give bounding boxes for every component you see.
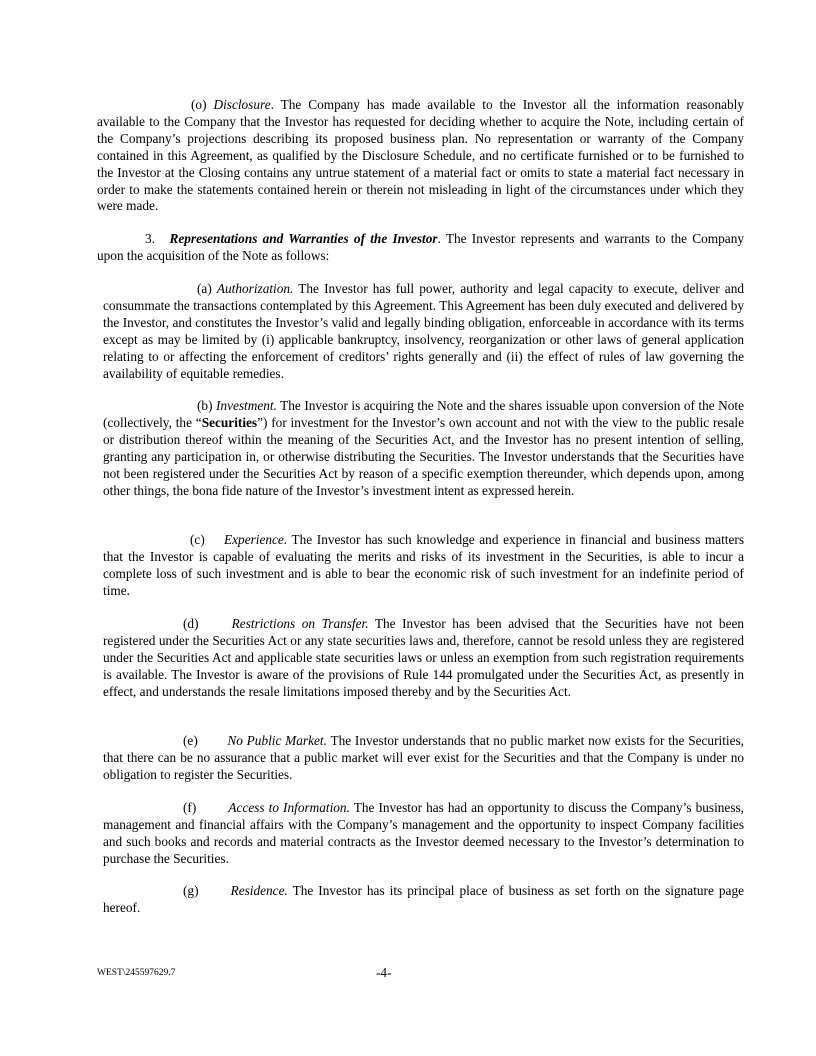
paragraph-b-body-pre: The Investor is acquiring the Note and the shares issuable upon conversion of the Note (collectively, the “	[103, 398, 744, 430]
paragraph-e-no-public-market	[103, 733, 744, 784]
securities-defined-term: Securities	[201, 414, 258, 430]
paragraph-e-number: (e)	[183, 733, 198, 748]
paragraph-o-heading: Disclosure	[213, 97, 271, 112]
paragraph-g-body: The Investor has its principal place of business as set forth on the signature page hereof.	[103, 883, 744, 915]
paragraph-c-number: (c)	[190, 532, 205, 547]
page-number: -4-	[376, 965, 392, 980]
paragraph-f-number: (f)	[183, 800, 197, 815]
paragraph-f-body: The Investor has had an opportunity to discuss the Company’s business, management and financial affairs with the Company’s management and the opportunity to inspect Company facilities and such books and records and material contracts as the Investor deemed necessary to the Investor’s determination to purchase the Securities.	[103, 800, 744, 866]
paragraph-a-authorization	[103, 281, 744, 382]
paragraph-a-body: The Investor has full power, authority and legal capacity to execute, deliver and consummate the transactions contemplated by this Agreement. This Agreement has been duly executed and delivered by the Investor, and constitutes the Investor’s valid and legally binding obligation, enforceable in accordance with its terms except as may be limited by (i) applicable bankruptcy, insolvency, reorganization or other laws of general application relating to or affecting the enforcement of creditors’ rights generally and (ii) the effect of rules of law governing the availability of equitable remedies.	[103, 281, 744, 381]
paragraph-o-body: . The Company has made available to the Investor all the information reasonably available to the Company that the Investor has requested for deciding whether to acquire the Note, including certain of the Company’s projections describing its proposed business plan. No representation or warranty of the Company contained in this Agreement, as qualified by the Disclosure Schedule, and no certificate furnished or to be furnished to the Investor at the Closing contains any untrue statement of a material fact or omits to state a material fact necessary in order to make the statements contained herein or therein not misleading in light of the circumstances under which they were made.	[97, 97, 744, 214]
paragraph-d-number: (d)	[183, 616, 199, 631]
paragraph-d-heading: Restrictions on Transfer.	[231, 616, 369, 631]
footer-document-id: WEST\245597629.7	[97, 968, 176, 978]
paragraph-c-experience	[103, 532, 744, 600]
section-3-body: . The Investor represents and warrants to the Company upon the acquisition of the Note as follows:	[97, 231, 744, 263]
paragraph-a-number: (a)	[197, 281, 212, 296]
section-3-number: 3.	[145, 231, 155, 246]
paragraph-d-restrictions	[103, 616, 744, 701]
paragraph-g-number: (g)	[183, 883, 199, 898]
paragraph-g-residence	[103, 883, 744, 917]
paragraph-d-body: The Investor has been advised that the Securities have not been registered under the Securities Act or any state securities laws and, therefore, cannot be resold unless they are registered under the Securities Act and applicable state securities laws or unless an exemption from such registration requirements is available. The Investor is aware of the provisions of Rule 144 promulgated under the Securities Act, as presently in effect, and understands the resale limitations imposed thereby and by the Securities Act.	[103, 616, 745, 699]
paragraph-b-body-post: ”) for investment for the Investor’s own account and not with the view to the public resale or distribution thereof within the meaning of the Securities Act, and the Investor has no present intention of selling, granting any participation in, or otherwise distributing the Securities. The Investor understands that the Securities have not been registered under the Securities Act by reason of a specific exemption thereunder, which depends upon, among other things, the bona fide nature of the Investor’s investment intent as expressed herein.	[103, 414, 744, 498]
paragraph-o-number: (o)	[191, 97, 207, 112]
paragraph-e-heading: No Public Market.	[227, 733, 327, 748]
section-3-heading: Representations and Warranties of the Investor	[169, 231, 438, 246]
paragraph-b-heading: Investment.	[216, 398, 277, 413]
paragraph-b-investment	[103, 398, 744, 499]
paragraph-c-heading: Experience.	[224, 532, 288, 547]
paragraph-b-number: (b)	[197, 398, 213, 413]
paragraph-e-body: The Investor understands that no public market now exists for the Securities, that there can be no assurance that a public market will ever exist for the Securities and that the Company is under no obligation to register the Securities.	[103, 733, 744, 782]
paragraph-o-disclosure	[97, 97, 744, 215]
paragraph-f-access	[103, 800, 744, 868]
section-3-paragraph	[97, 231, 744, 265]
paragraph-g-heading: Residence.	[230, 883, 288, 898]
paragraph-c-body: The Investor has such knowledge and experience in financial and business matters that the Investor is capable of evaluating the merits and risks of its investment in the Securities, is able to incur a complete loss of such investment and is able to bear the economic risk of such investment for an indefinite period of time.	[103, 532, 745, 598]
paragraph-f-heading: Access to Information.	[228, 800, 350, 815]
paragraph-a-heading: Authorization.	[216, 281, 294, 296]
